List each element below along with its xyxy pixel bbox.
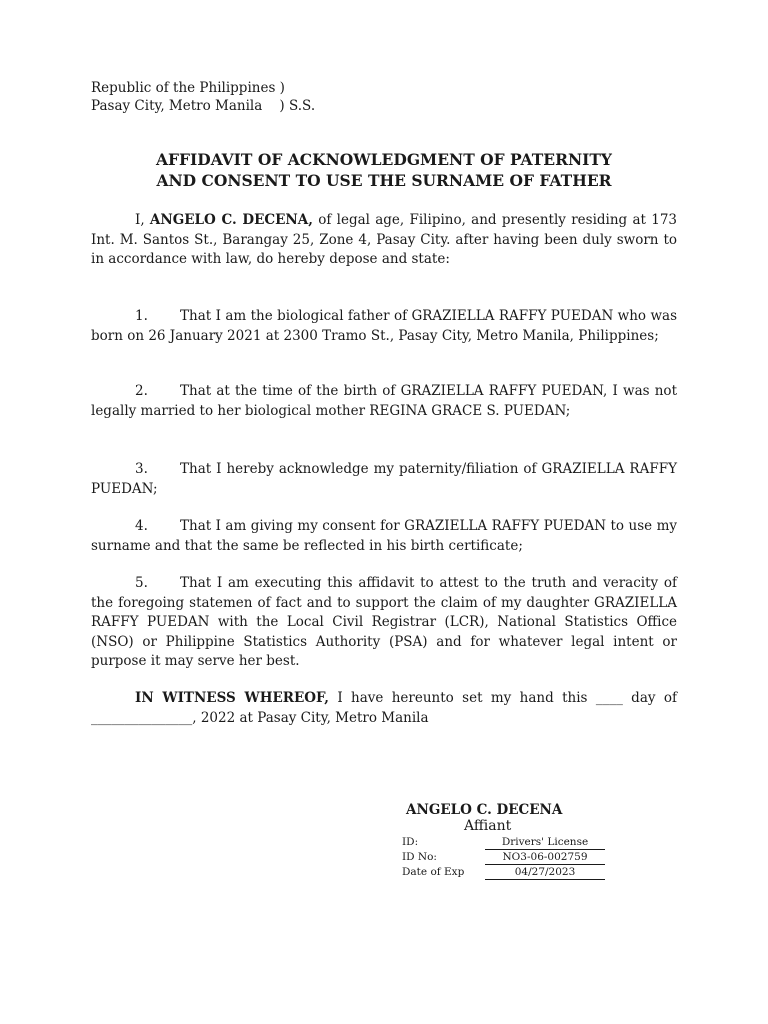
witness-rest: I have hereunto set my hand this ____ day of _______________, 2022 at Pasay City, Metro Manila [91, 690, 677, 726]
venue-block [91, 79, 315, 115]
item-5 [91, 574, 677, 672]
item-number: 5. [135, 575, 148, 591]
intro-paragraph [91, 211, 677, 270]
affiant-signature-name: ANGELO C. DECENA [406, 802, 563, 818]
title-line-1: AFFIDAVIT OF ACKNOWLEDGMENT OF PATERNITY [156, 150, 612, 169]
item-text: That at the time of the birth of GRAZIELLA RAFFY PUEDAN, I was not legally married to her biological mother REGINA GRACE S. PUEDAN; [91, 383, 677, 419]
venue-line-1: Republic of the Philippines ) [91, 80, 285, 96]
item-2 [91, 382, 677, 421]
id-label: ID No: [402, 851, 437, 863]
item-number: 4. [135, 518, 148, 534]
witness-paragraph [91, 689, 677, 728]
item-3 [91, 460, 677, 499]
title-line-2: AND CONSENT TO USE THE SURNAME OF FATHER [156, 171, 612, 190]
id-value: Drivers' License [485, 835, 605, 850]
item-text: That I am giving my consent for GRAZIELLA RAFFY PUEDAN to use my surname and that the same be reflected in his birth certificate; [91, 518, 677, 554]
item-number: 1. [135, 308, 148, 324]
item-number: 3. [135, 461, 148, 477]
item-number: 2. [135, 383, 148, 399]
item-4 [91, 517, 677, 556]
venue-line-2: Pasay City, Metro Manila ) S.S. [91, 98, 316, 114]
id-value: 04/27/2023 [485, 865, 605, 880]
item-text: That I hereby acknowledge my paternity/filiation of GRAZIELLA RAFFY PUEDAN; [91, 461, 677, 497]
affiant-name-inline: ANGELO C. DECENA, [149, 212, 313, 228]
affiant-role: Affiant [464, 818, 512, 834]
id-row [402, 850, 605, 865]
item-1 [91, 307, 677, 346]
id-row [402, 835, 605, 850]
id-value: NO3-06-002759 [485, 850, 605, 865]
item-text: That I am executing this affidavit to attest to the truth and veracity of the foregoing statemen of fact and to support the claim of my daughter GRAZIELLA RAFFY PUEDAN with the Local Civil Registrar (LCR), National Statistics Office (NSO) or Philippine Statistics Authority (PSA) and for whatever legal intent or purpose it may serve her best. [91, 575, 677, 669]
id-label: ID: [402, 836, 419, 848]
id-label: Date of Exp [402, 866, 465, 878]
intro-post: of legal age, Filipino, and presently residing at 173 Int. M. Santos St., Barangay 25, Zone 4, Pasay City. after having been duly sworn to in accordance with law, do hereby depose and state: [91, 212, 677, 267]
document-title [91, 149, 677, 191]
id-row [402, 865, 605, 880]
item-text: That I am the biological father of GRAZIELLA RAFFY PUEDAN who was born on 26 January 2021 at 2300 Tramo St., Pasay City, Metro Manila, Philippines; [91, 308, 677, 344]
intro-pre: I, [135, 212, 150, 228]
witness-lead: IN WITNESS WHEREOF, [135, 690, 329, 706]
id-info-table [402, 835, 605, 880]
